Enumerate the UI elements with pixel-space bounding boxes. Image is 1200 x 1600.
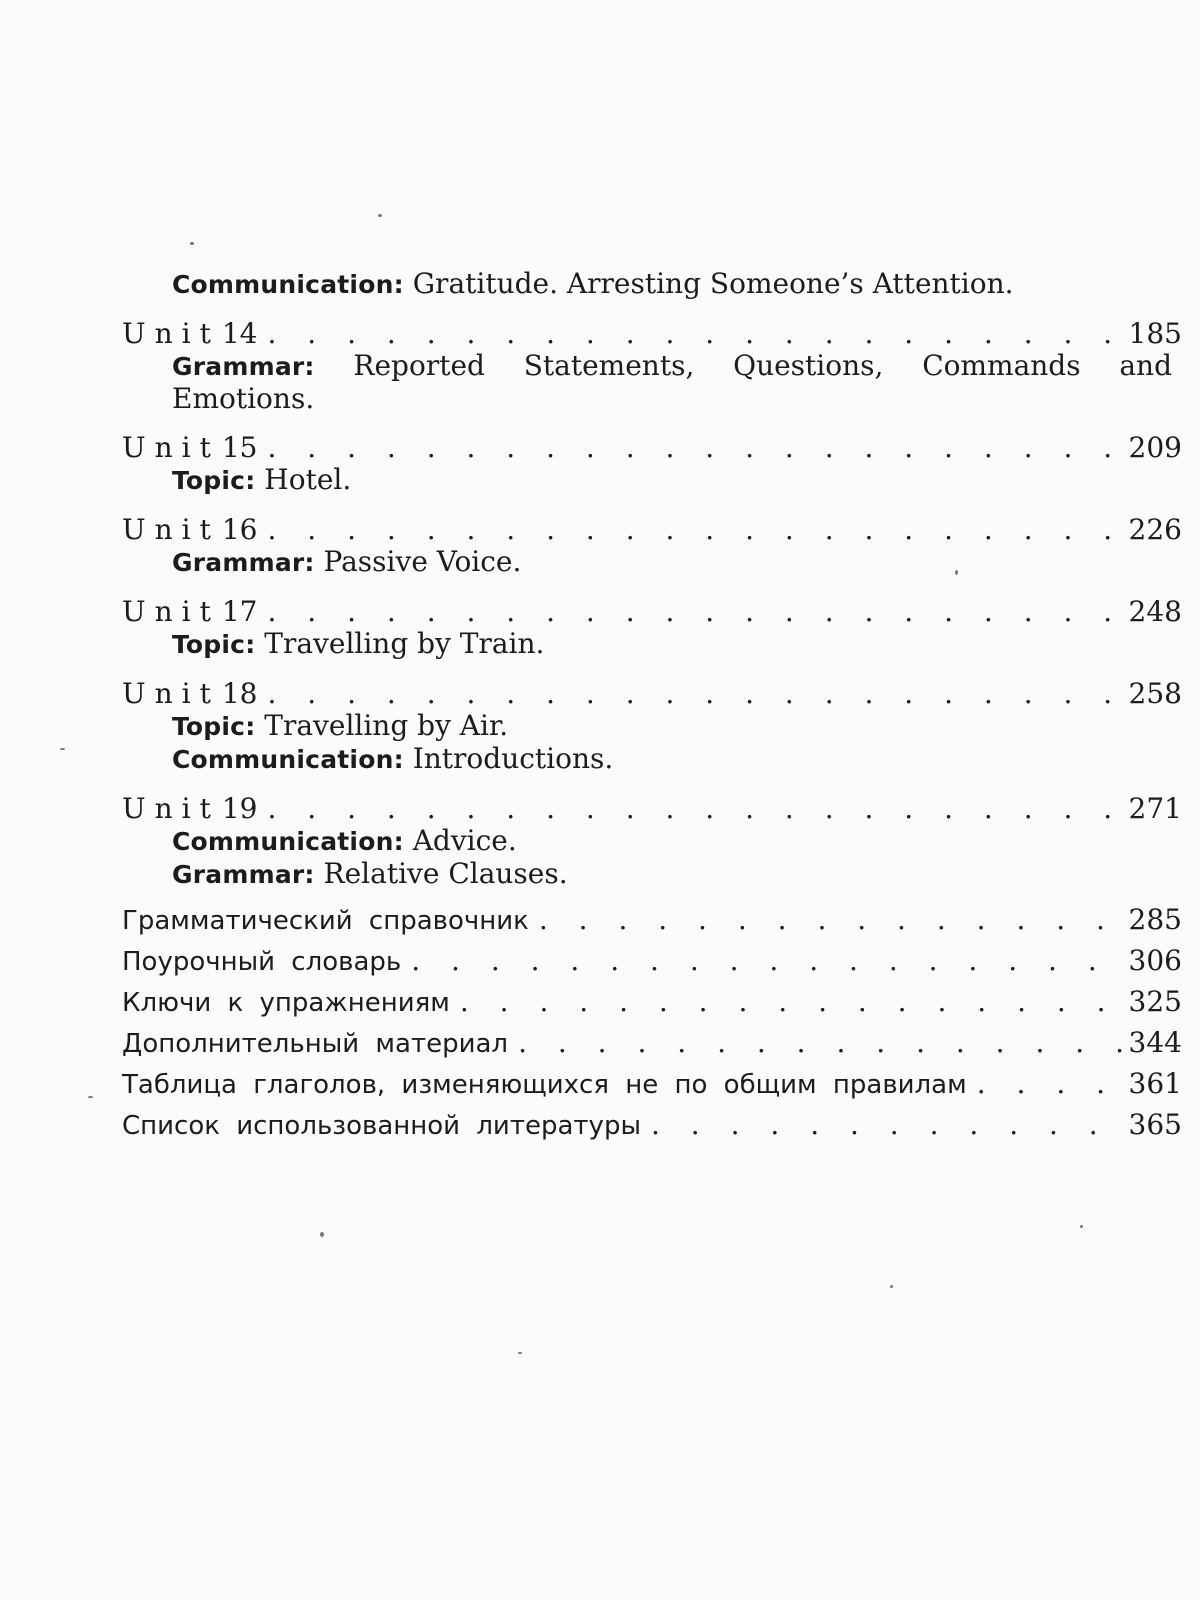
unit-number: 15 [221, 431, 258, 464]
page-number: 258 [1128, 677, 1182, 710]
toc-entry-answer-keys[interactable] [122, 985, 1182, 1018]
intro-label: Communication: [172, 270, 404, 299]
entry-title: Ключи к упражнениям [122, 988, 450, 1018]
unit-lead: Unit [122, 677, 220, 710]
intro-line [122, 268, 1182, 301]
entry-title: Дополнительный материал [122, 1029, 509, 1059]
detail-text: Introductions. [412, 742, 614, 775]
page-number: 285 [1128, 903, 1182, 936]
toc-entry-unit-19[interactable] [122, 792, 1182, 825]
detail-label: Grammar: [172, 548, 315, 577]
toc-entry-grammar-reference[interactable] [122, 903, 1182, 936]
page-number: 209 [1128, 431, 1182, 464]
unit-lead: Unit [122, 317, 220, 350]
detail-label: Topic: [172, 466, 256, 495]
page-number: 271 [1128, 792, 1182, 825]
detail-text: Travelling by Train. [264, 627, 545, 660]
leader-dots [401, 944, 1124, 977]
leader-dots [257, 317, 1124, 350]
scan-speck [88, 1096, 93, 1098]
detail-text: Travelling by Air. [264, 709, 509, 742]
entry-title: Таблица глаголов, изменяющихся не по общим правилам [122, 1070, 967, 1100]
detail-text: Passive Voice. [323, 545, 522, 578]
leader-dots [641, 1108, 1125, 1141]
detail-label: Topic: [172, 630, 256, 659]
entry-title: Поурочный словарь [122, 947, 402, 977]
page-number: 306 [1128, 944, 1182, 977]
page-number: 248 [1128, 595, 1182, 628]
detail-text: Hotel. [264, 463, 352, 496]
leader-dots [257, 792, 1124, 825]
leader-dots [257, 677, 1124, 710]
unit-18-detail [122, 743, 1182, 776]
toc-entry-additional-material[interactable] [122, 1026, 1182, 1059]
detail-text: Relative Clauses. [323, 857, 568, 890]
page-number: 226 [1128, 513, 1182, 546]
leader-dots [967, 1067, 1125, 1100]
unit-number: 18 [221, 677, 258, 710]
table-of-contents [122, 268, 1182, 1141]
unit-lead: Unit [122, 595, 220, 628]
toc-entry-lesson-dictionary[interactable] [122, 944, 1182, 977]
toc-entry-unit-18[interactable] [122, 677, 1182, 710]
detail-label: Grammar: [172, 860, 315, 889]
scan-speck [955, 570, 958, 575]
detail-label: Grammar: [172, 352, 315, 381]
unit-14-detail [122, 350, 1172, 415]
scan-speck [320, 1232, 324, 1237]
scan-speck [378, 214, 382, 217]
page-number: 361 [1128, 1067, 1182, 1100]
leader-dots [508, 1026, 1124, 1059]
unit-19-detail [122, 858, 1182, 891]
unit-18-detail [122, 710, 1182, 743]
unit-lead: Unit [122, 513, 220, 546]
leader-dots [257, 595, 1124, 628]
leader-dots [257, 513, 1124, 546]
scan-speck [518, 1352, 522, 1354]
page-number: 344 [1128, 1026, 1182, 1059]
entry-title: Грамматический справочник [122, 906, 529, 936]
leader-dots [450, 985, 1125, 1018]
unit-17-detail [122, 628, 1182, 661]
toc-entry-unit-14[interactable] [122, 317, 1182, 350]
toc-entry-irregular-verbs[interactable] [122, 1067, 1182, 1100]
page-number: 185 [1128, 317, 1182, 350]
leader-dots [529, 903, 1125, 936]
unit-number: 16 [221, 513, 258, 546]
entry-title: Список использованной литературы [122, 1111, 641, 1141]
toc-entry-unit-16[interactable] [122, 513, 1182, 546]
unit-number: 17 [221, 595, 258, 628]
leader-dots [257, 431, 1124, 464]
scan-speck [1080, 1225, 1083, 1228]
unit-15-detail [122, 464, 1182, 497]
toc-entry-bibliography[interactable] [122, 1108, 1182, 1141]
detail-label: Communication: [172, 827, 404, 856]
unit-number: 14 [221, 317, 258, 350]
toc-entry-unit-17[interactable] [122, 595, 1182, 628]
page-number: 365 [1128, 1108, 1182, 1141]
scan-speck [60, 748, 65, 750]
detail-label: Topic: [172, 712, 256, 741]
detail-text: Advice. [412, 824, 517, 857]
intro-text: Gratitude. Arresting Someone’s Attention. [412, 267, 1014, 300]
toc-entry-unit-15[interactable] [122, 431, 1182, 464]
unit-number: 19 [221, 792, 258, 825]
unit-lead: Unit [122, 431, 220, 464]
detail-label: Communication: [172, 745, 404, 774]
page-number: 325 [1128, 985, 1182, 1018]
scan-speck [190, 242, 194, 245]
unit-lead: Unit [122, 792, 220, 825]
scan-speck [890, 1285, 893, 1288]
unit-16-detail [122, 546, 1182, 579]
detail-text: Reported Statements, Questions, Commands and Emotions. [172, 349, 1173, 415]
unit-19-detail [122, 825, 1182, 858]
